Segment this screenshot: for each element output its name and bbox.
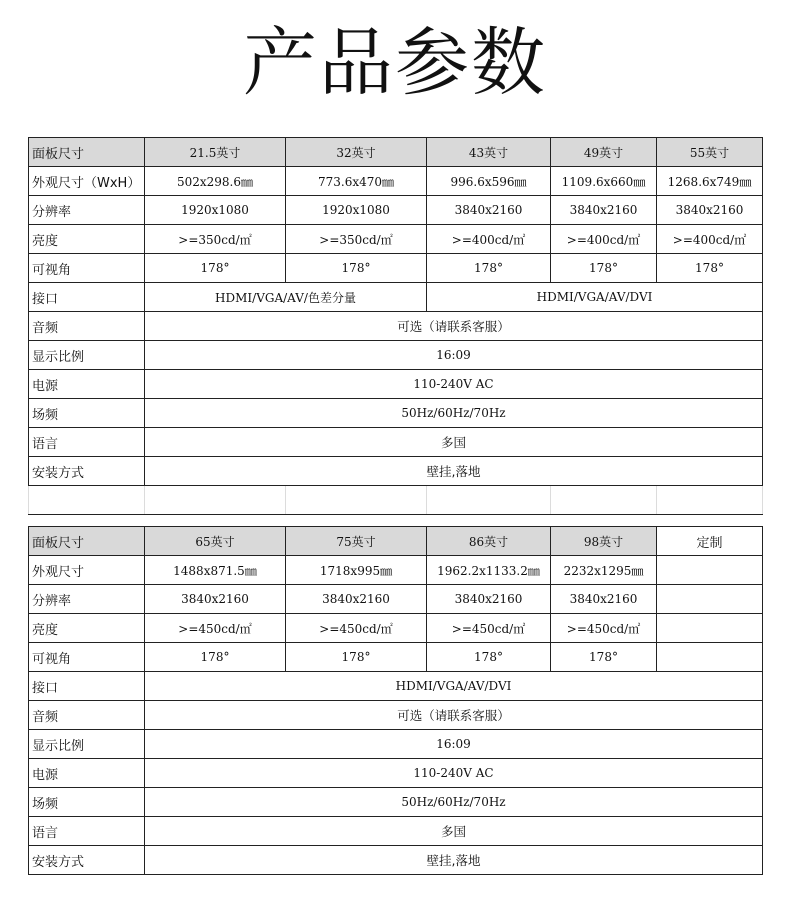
cell: >=450cd/㎡ [145,614,286,643]
size-header: 21.5英寸 [145,138,286,167]
cell: 3840x2160 [551,585,657,614]
size-header: 32英寸 [286,138,427,167]
size-header: 55英寸 [657,138,763,167]
size-header: 49英寸 [551,138,657,167]
cell: >=450cd/㎡ [286,614,427,643]
cell: HDMI/VGA/AV/DVI [145,672,763,701]
cell: 1962.2x1133.2㎜ [427,556,551,585]
row-label: 场频 [29,399,145,428]
cell: 110-240V AC [145,370,763,399]
row-label: 电源 [29,759,145,788]
cell: 178° [427,254,551,283]
table-row [29,614,763,643]
table-row [29,341,763,370]
table-row [29,428,763,457]
row-label: 外观尺寸 [29,556,145,585]
cell: 多国 [145,817,763,846]
row-label: 显示比例 [29,730,145,759]
cell: >=450cd/㎡ [427,614,551,643]
spacer-row [29,486,763,515]
header-label: 面板尺寸 [29,527,145,556]
row-label: 亮度 [29,225,145,254]
table-row [29,701,763,730]
row-label: 分辨率 [29,585,145,614]
row-label: 音频 [29,701,145,730]
table-row [29,788,763,817]
cell: 3840x2160 [427,585,551,614]
table-row [29,457,763,486]
cell: 1109.6x660㎜ [551,167,657,196]
cell: HDMI/VGA/AV/色差分量 [145,283,427,312]
cell: >=350cd/㎡ [286,225,427,254]
cell: 178° [551,254,657,283]
table-row [29,167,763,196]
cell: 3840x2160 [145,585,286,614]
page-title: 产品参数 [243,20,547,106]
cell: 996.6x596㎜ [427,167,551,196]
cell: 50Hz/60Hz/70Hz [145,788,763,817]
cell: 3840x2160 [657,196,763,225]
table-row [29,759,763,788]
row-label: 语言 [29,428,145,457]
cell: 178° [286,254,427,283]
table-row [29,672,763,701]
cell: >=350cd/㎡ [145,225,286,254]
cell: >=400cd/㎡ [657,225,763,254]
header-row [29,138,763,167]
row-label: 外观尺寸（WxH） [29,167,145,196]
size-header: 65英寸 [145,527,286,556]
table-row [29,225,763,254]
row-label: 电源 [29,370,145,399]
cell: 773.6x470㎜ [286,167,427,196]
size-header: 75英寸 [286,527,427,556]
cell: 多国 [145,428,763,457]
size-header: 43英寸 [427,138,551,167]
row-label: 场频 [29,788,145,817]
spec-table-large [28,526,763,875]
size-header: 定制 [657,527,763,556]
row-label: 接口 [29,672,145,701]
row-label: 接口 [29,283,145,312]
cell: 可选（请联系客服） [145,701,763,730]
row-label: 可视角 [29,643,145,672]
table-row [29,643,763,672]
cell [657,556,763,585]
cell: 178° [145,643,286,672]
table-row [29,370,763,399]
cell: 壁挂,落地 [145,457,763,486]
cell: 可选（请联系客服） [145,312,763,341]
table-row [29,585,763,614]
cell: 50Hz/60Hz/70Hz [145,399,763,428]
table-row [29,196,763,225]
cell: 16:09 [145,341,763,370]
cell: 178° [427,643,551,672]
cell: 502x298.6㎜ [145,167,286,196]
cell: >=450cd/㎡ [551,614,657,643]
cell: 3840x2160 [286,585,427,614]
size-header: 98英寸 [551,527,657,556]
header-label: 面板尺寸 [29,138,145,167]
cell: 1718x995㎜ [286,556,427,585]
table-row [29,254,763,283]
table-row [29,817,763,846]
spec-table-small [28,137,763,515]
cell: 3840x2160 [551,196,657,225]
table-row [29,399,763,428]
cell: 3840x2160 [427,196,551,225]
table-row [29,312,763,341]
cell: 178° [286,643,427,672]
table-row [29,283,763,312]
cell: 壁挂,落地 [145,846,763,875]
row-label: 安装方式 [29,457,145,486]
cell: 1268.6x749㎜ [657,167,763,196]
cell [657,585,763,614]
row-label: 音频 [29,312,145,341]
row-label: 亮度 [29,614,145,643]
row-label: 安装方式 [29,846,145,875]
table-row [29,846,763,875]
row-label: 分辨率 [29,196,145,225]
cell: >=400cd/㎡ [551,225,657,254]
size-header: 86英寸 [427,527,551,556]
table-row [29,556,763,585]
row-label: 可视角 [29,254,145,283]
cell: 16:09 [145,730,763,759]
table-row [29,730,763,759]
cell: 178° [551,643,657,672]
cell: HDMI/VGA/AV/DVI [427,283,763,312]
cell: 1920x1080 [145,196,286,225]
row-label: 语言 [29,817,145,846]
header-row [29,527,763,556]
cell: >=400cd/㎡ [427,225,551,254]
cell: 178° [657,254,763,283]
cell [657,614,763,643]
cell: 1488x871.5㎜ [145,556,286,585]
row-label: 显示比例 [29,341,145,370]
cell: 110-240V AC [145,759,763,788]
cell: 1920x1080 [286,196,427,225]
cell [657,643,763,672]
cell: 2232x1295㎜ [551,556,657,585]
cell: 178° [145,254,286,283]
